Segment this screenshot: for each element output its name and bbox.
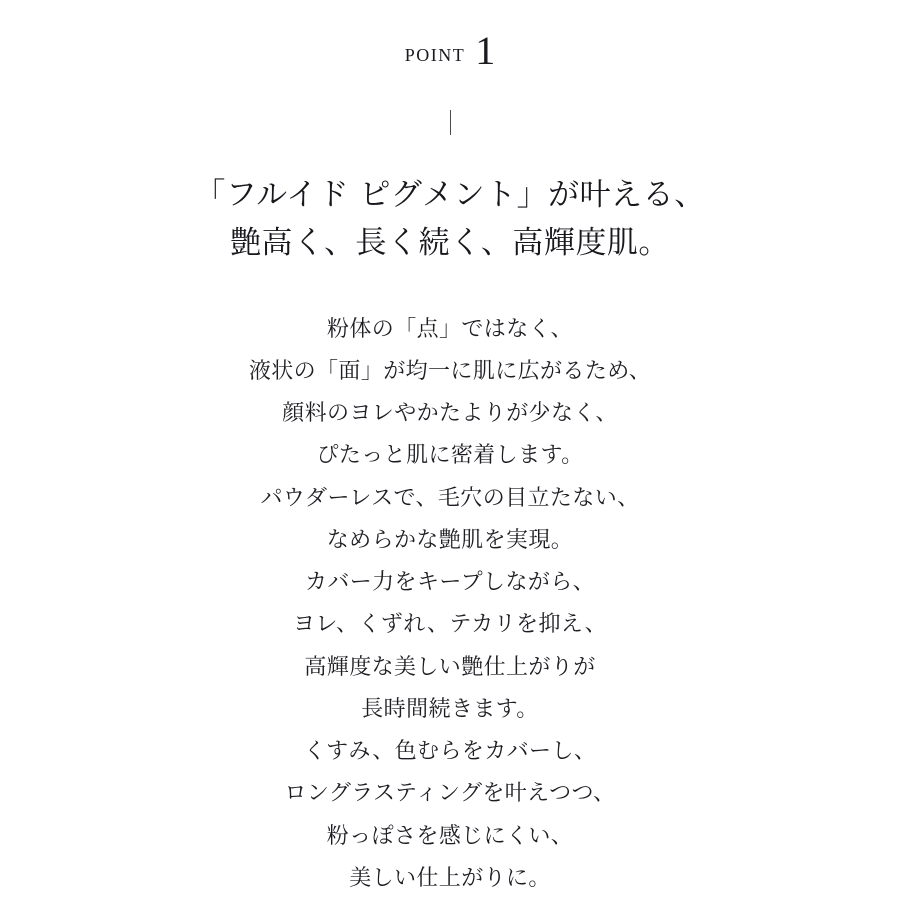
- body-line: カバー力をキープしながら、: [304, 570, 596, 596]
- body-line: パウダーレスで、毛穴の目立たない、: [260, 485, 640, 511]
- body-line: 顔料のヨレやかたよりが少なく、: [282, 401, 618, 427]
- body-line: くすみ、色むらをカバーし、: [303, 739, 597, 765]
- vertical-divider: [450, 110, 451, 135]
- body-line: なめらかな艶肌を実現。: [326, 527, 574, 553]
- body-line: ロングラスティングを叶えつつ、: [284, 781, 616, 807]
- body-line: 粉っぽさを感じにくい、: [326, 823, 574, 849]
- body-line: ぴたっと肌に密着します。: [316, 443, 584, 469]
- body-copy: [249, 309, 651, 900]
- headline-line: 艶高く、長く続く、高輝度肌。: [230, 224, 670, 261]
- body-line: 粉体の「点」ではなく、: [327, 316, 573, 342]
- point-label-number: 1: [475, 28, 496, 73]
- body-line: 高輝度な美しい艶仕上がりが: [304, 654, 596, 680]
- point-label-word: point: [404, 40, 466, 67]
- point-heading: [404, 28, 496, 73]
- body-line: ヨレ、くずれ、テカリを抑え、: [292, 612, 608, 638]
- body-line: 美しい仕上がりに。: [349, 865, 551, 891]
- body-line: 液状の「面」が均一に肌に広がるため、: [248, 358, 652, 384]
- headline-line: 「フルイド ピグメント」が叶える、: [194, 176, 706, 213]
- body-line: 長時間続きます。: [361, 696, 539, 722]
- headline: [194, 171, 705, 267]
